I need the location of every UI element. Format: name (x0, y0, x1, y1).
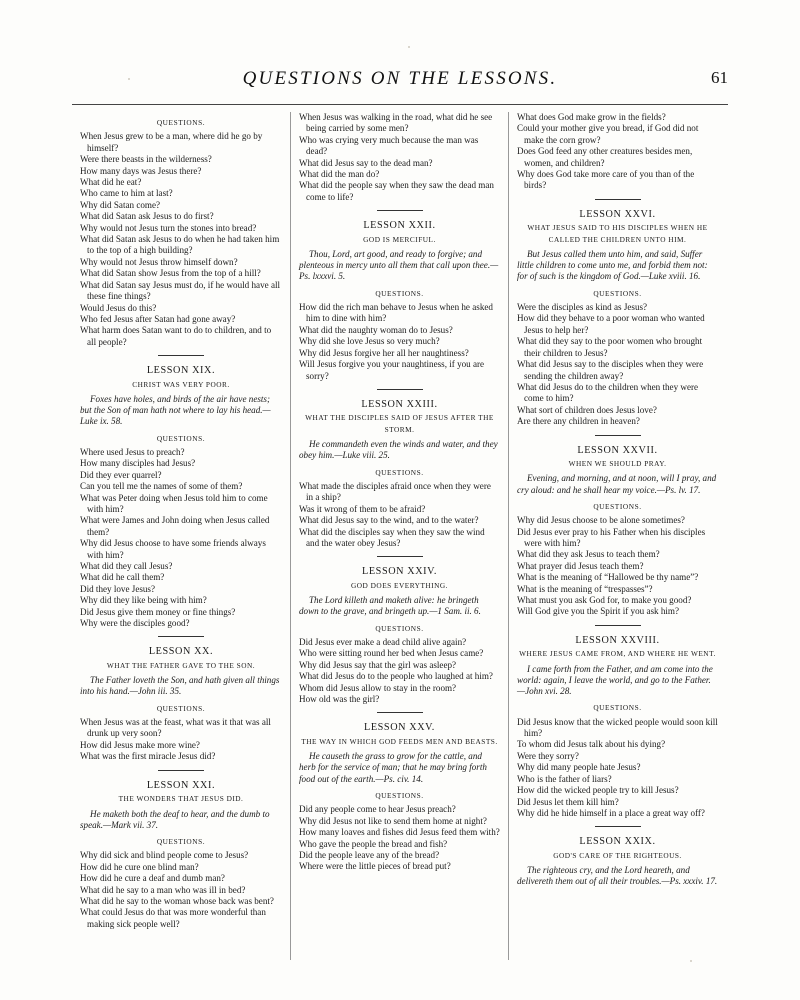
lesson-subtitle: CHRIST WAS VERY POOR. (132, 379, 230, 389)
question-item: What prayer did Jesus teach them? (517, 560, 644, 571)
text-columns (72, 112, 728, 960)
lesson-subtitle: WHAT THE DISCIPLES SAID OF JESUS AFTER THE STORM. (305, 413, 494, 434)
question-item: How did the rich man behave to Jesus when he asked him to dine with him? (299, 302, 493, 324)
lesson-subtitle: THE WONDERS THAT JESUS DID. (118, 794, 244, 804)
question-item: Were there beasts in the wilderness? (80, 154, 212, 165)
lesson-title: LESSON XXI. (146, 779, 216, 791)
questions-heading: QUESTIONS. (375, 623, 424, 633)
scripture-verse: He maketh both the deaf to hear, and the dumb to speak.—Mark vii. 37. (80, 808, 270, 830)
question-item: How many days was Jesus there? (80, 165, 202, 176)
question-item: What did they call Jesus? (80, 561, 173, 572)
text-column (72, 112, 290, 960)
question-item: What did Jesus say to the disciples when they were sending the children away? (517, 359, 704, 381)
section-divider (595, 826, 641, 827)
question-item: What made the disciples afraid once when they were in a ship? (299, 480, 491, 503)
lesson-subtitle: GOD DOES EVERYTHING. (351, 580, 448, 590)
question-item: How did he cure a deaf and dumb man? (80, 873, 225, 884)
scripture-verse: Thou, Lord, art good, and ready to forgive; and plenteous in mercy unto all them that call upon thee.—Ps. lxxxvi. 5. (299, 249, 499, 282)
paper-speck (408, 46, 410, 48)
question-item: Why did Jesus forgive her all her naughtiness? (299, 347, 469, 358)
question-item: Did Jesus let them kill him? (517, 796, 619, 807)
question-item: What does God make grow in the fields? (517, 112, 666, 122)
question-item: How many loaves and fishes did Jesus feed them with? (299, 827, 500, 838)
question-item: What must you ask God for, to make you good? (517, 595, 692, 606)
question-item: Does God feed any other creatures besides men, women, and children? (517, 146, 693, 168)
question-item: Did Jesus know that the wicked people would soon kill him? (517, 716, 718, 739)
question-item: Were the disciples as kind as Jesus? (517, 302, 648, 313)
section-divider (377, 389, 423, 390)
question-item: What did he call them? (80, 572, 165, 583)
lesson-title: LESSON XXVII. (577, 444, 658, 456)
question-item: What is the meaning of “Hallowed be thy name”? (517, 572, 699, 583)
lesson-subtitle: WHAT JESUS SAID TO HIS DISCIPLES WHEN HE CALLED THE CHILDREN UNTO HIM. (527, 223, 708, 244)
text-column (290, 112, 508, 960)
section-divider (158, 355, 204, 356)
question-item: What did Jesus do to the children when they were come to him? (517, 381, 699, 404)
question-item: Would Jesus do this? (80, 302, 157, 313)
lesson-title: LESSON XX. (148, 646, 214, 658)
question-item: Why did she love Jesus so very much? (299, 336, 440, 347)
scripture-verse: But Jesus called them unto him, and said, Suffer little children to come unto me, and forbid them not: for of such is the kingdom of God.—Luke xviii. 16. (517, 249, 708, 282)
section-divider (158, 770, 204, 771)
question-item: How many disciples had Jesus? (80, 458, 196, 469)
question-item: What did he eat? (80, 177, 142, 188)
scripture-verse: He causeth the grass to grow for the cattle, and herb for the service of man; that he may bring forth food out of the earth.—Ps. civ. 14. (299, 751, 487, 784)
page-number: 61 (711, 68, 728, 87)
scripture-verse: The Lord killeth and maketh alive: he bringeth down to the grave, and bringeth up.—1 Sam. ii. 6. (299, 595, 481, 617)
page-title: QUESTIONS ON THE LESSONS. (242, 68, 558, 89)
question-item: What did Jesus say to the dead man? (299, 157, 433, 168)
question-item: What did they ask Jesus to teach them? (517, 549, 660, 560)
section-divider (377, 556, 423, 557)
questions-heading: QUESTIONS. (375, 288, 424, 298)
question-item: Did they ever quarrel? (80, 469, 162, 480)
lesson-subtitle: GOD IS MERCIFUL. (363, 234, 436, 244)
question-item: Why did many people hate Jesus? (517, 762, 641, 773)
question-item: How did the wicked people try to kill Jesus? (517, 785, 679, 796)
questions-heading: QUESTIONS. (156, 836, 206, 846)
question-item: What did Jesus say to the wind, and to the water? (299, 515, 479, 526)
question-item: What did he say to the woman whose back was bent? (80, 895, 274, 906)
question-item: What was Peter doing when Jesus told him to come with him? (80, 492, 268, 514)
question-item: Who came to him at last? (80, 188, 173, 199)
question-item: What is the meaning of “trespasses”? (517, 583, 653, 594)
question-item: Why were the disciples good? (80, 618, 190, 629)
question-item: To whom did Jesus talk about his dying? (517, 739, 666, 750)
question-item: Why did Satan come? (80, 199, 161, 210)
lesson-title: LESSON XXIII. (361, 398, 438, 410)
question-item: What sort of children does Jesus love? (517, 404, 657, 415)
question-item: Why did he hide himself in a place a great way off? (517, 807, 705, 818)
question-item: Why does God take more care of you than of the birds? (517, 169, 695, 191)
scripture-verse: The Father loveth the Son, and hath given all things into his hand.—John iii. 35. (80, 675, 280, 697)
lesson-title: LESSON XXIV. (362, 566, 437, 578)
scripture-verse: I came forth from the Father, and am come into the world: again, I leave the world, and go to the Father.—John xvi. 28. (517, 663, 713, 697)
question-item: Could your mother give you bread, if God did not make the corn grow? (517, 123, 699, 145)
question-item: When Jesus was walking in the road, what did he see being carried by some men? (299, 112, 493, 134)
section-divider (158, 636, 204, 637)
question-item: Why did sick and blind people come to Jesus? (80, 850, 249, 861)
paper-speck (690, 960, 692, 962)
questions-heading: QUESTIONS. (593, 703, 642, 713)
question-item: How old was the girl? (299, 694, 380, 705)
lesson-subtitle: THE WAY IN WHICH GOD FEEDS MEN AND BEASTS. (301, 736, 498, 746)
scripture-verse: He commandeth even the winds and water, and they obey him.—Luke viii. 25. (299, 439, 498, 461)
question-item: What could Jesus do that was more wonderful than making sick people well? (80, 907, 266, 929)
lesson-title: LESSON XXII. (363, 220, 436, 232)
question-item: What did the naughty woman do to Jesus? (299, 324, 453, 335)
question-item: Who fed Jesus after Satan had gone away? (80, 313, 236, 324)
question-item: Why did Jesus choose to be alone sometimes? (517, 515, 685, 526)
question-item: Did the people leave any of the bread? (299, 849, 440, 860)
lesson-subtitle: WHEN WE SHOULD PRAY. (568, 458, 667, 468)
section-divider (377, 210, 423, 211)
section-divider (595, 435, 641, 436)
question-item: Did they love Jesus? (80, 583, 156, 594)
questions-heading: QUESTIONS. (156, 118, 206, 127)
question-item: What did the disciples say when they saw the wind and the water obey Jesus? (299, 526, 485, 548)
questions-heading: QUESTIONS. (593, 501, 642, 511)
question-item: Who were sitting round her bed when Jesus came? (299, 648, 484, 659)
lesson-title: LESSON XXVIII. (575, 634, 660, 646)
question-item: What did Satan ask Jesus to do first? (80, 211, 214, 222)
scripture-verse: Evening, and morning, and at noon, will I pray, and cry aloud: and he shall hear my voice.—Ps. lv. 17. (517, 473, 717, 495)
question-item: What was the first miracle Jesus did? (80, 751, 216, 762)
header-divider (72, 104, 728, 105)
lesson-subtitle: WHERE JESUS CAME FROM, AND WHERE HE WENT. (519, 649, 716, 659)
lesson-title: LESSON XXIX. (579, 836, 656, 848)
question-item: How did Jesus make more wine? (80, 739, 200, 750)
question-item: What did they say to the poor women who brought their children to Jesus? (517, 336, 703, 358)
question-item: What did the man do? (299, 169, 380, 180)
question-item: Where used Jesus to preach? (80, 446, 185, 457)
question-item: How did he cure one blind man? (80, 861, 199, 872)
lesson-subtitle: WHAT THE FATHER GAVE TO THE SON. (106, 660, 256, 670)
questions-heading: QUESTIONS. (375, 467, 424, 477)
lesson-subtitle: GOD'S CARE OF THE RIGHTEOUS. (553, 850, 682, 860)
question-item: What did Satan ask Jesus to do when he had taken him to the top of a high building? (80, 234, 280, 256)
question-item: What did Satan show Jesus from the top of a hill? (80, 268, 261, 279)
question-item: What were James and John doing when Jesus called them? (80, 515, 270, 537)
question-item: What did the people say when they saw the dead man come to life? (299, 180, 494, 202)
questions-heading: QUESTIONS. (375, 790, 424, 800)
question-item: Was it wrong of them to be afraid? (299, 503, 426, 514)
questions-heading: QUESTIONS. (156, 703, 206, 713)
question-item: Who gave the people the bread and fish? (299, 838, 448, 849)
question-item: Who is the father of liars? (517, 773, 612, 784)
scripture-verse: Foxes have holes, and birds of the air have nests; but the Son of man hath not where to lay his head.—Luke ix. 58. (80, 393, 271, 427)
section-divider (595, 625, 641, 626)
section-divider (595, 199, 641, 200)
question-item: What did he say to a man who was ill in bed? (80, 884, 246, 895)
lesson-title: LESSON XXVI. (579, 208, 656, 220)
question-item: Why would not Jesus throw himself down? (80, 256, 238, 267)
question-item: What harm does Satan want to do to children, and to all people? (80, 325, 272, 347)
question-item: Why did Jesus choose to have some friends always with him? (80, 538, 266, 560)
question-item: Where were the little pieces of bread put? (299, 861, 451, 872)
question-item: When Jesus grew to be a man, where did he go by himself? (80, 131, 263, 153)
section-divider (377, 712, 423, 713)
question-item: Why did Jesus say that the girl was asleep? (299, 659, 457, 670)
question-item: Did Jesus give them money or fine things? (80, 606, 236, 617)
question-item: Will God give you the Spirit if you ask him? (517, 606, 680, 617)
question-item: Why would not Jesus turn the stones into bread? (80, 222, 257, 233)
question-item: Will Jesus forgive you your naughtiness, if you are sorry? (299, 359, 485, 381)
text-column (508, 112, 726, 960)
question-item: Did Jesus ever pray to his Father when his disciples were with him? (517, 526, 706, 548)
page-header (72, 68, 728, 96)
question-item: Who was crying very much because the man was dead? (299, 134, 479, 157)
question-item: Were they sorry? (517, 750, 579, 761)
questions-heading: QUESTIONS. (156, 433, 206, 443)
question-item: Are there any children in heaven? (517, 416, 640, 427)
question-item: Why did Jesus not like to send them home at night? (299, 815, 487, 826)
lesson-title: LESSON XIX. (146, 365, 216, 377)
question-item: Can you tell me the names of some of them? (80, 481, 243, 492)
question-item: When Jesus was at the feast, what was it that was all drunk up very soon? (80, 717, 271, 739)
questions-heading: QUESTIONS. (593, 288, 642, 298)
question-item: Did Jesus ever make a dead child alive again? (299, 637, 467, 648)
lesson-title: LESSON XXV. (364, 722, 435, 734)
question-item: What did Satan say Jesus must do, if he would have all these fine things? (80, 279, 281, 302)
scripture-verse: The righteous cry, and the Lord heareth, and delivereth them out of all their troubles.—Ps. xxxiv. 17. (517, 865, 718, 887)
question-item: Did any people come to hear Jesus preach? (299, 804, 456, 815)
question-item: Why did they like being with him? (80, 595, 207, 606)
question-item: How did they behave to a poor woman who wanted Jesus to help her? (517, 313, 705, 335)
question-item: What did Jesus do to the people who laughed at him? (299, 671, 493, 682)
question-item: Whom did Jesus allow to stay in the room? (299, 682, 457, 693)
